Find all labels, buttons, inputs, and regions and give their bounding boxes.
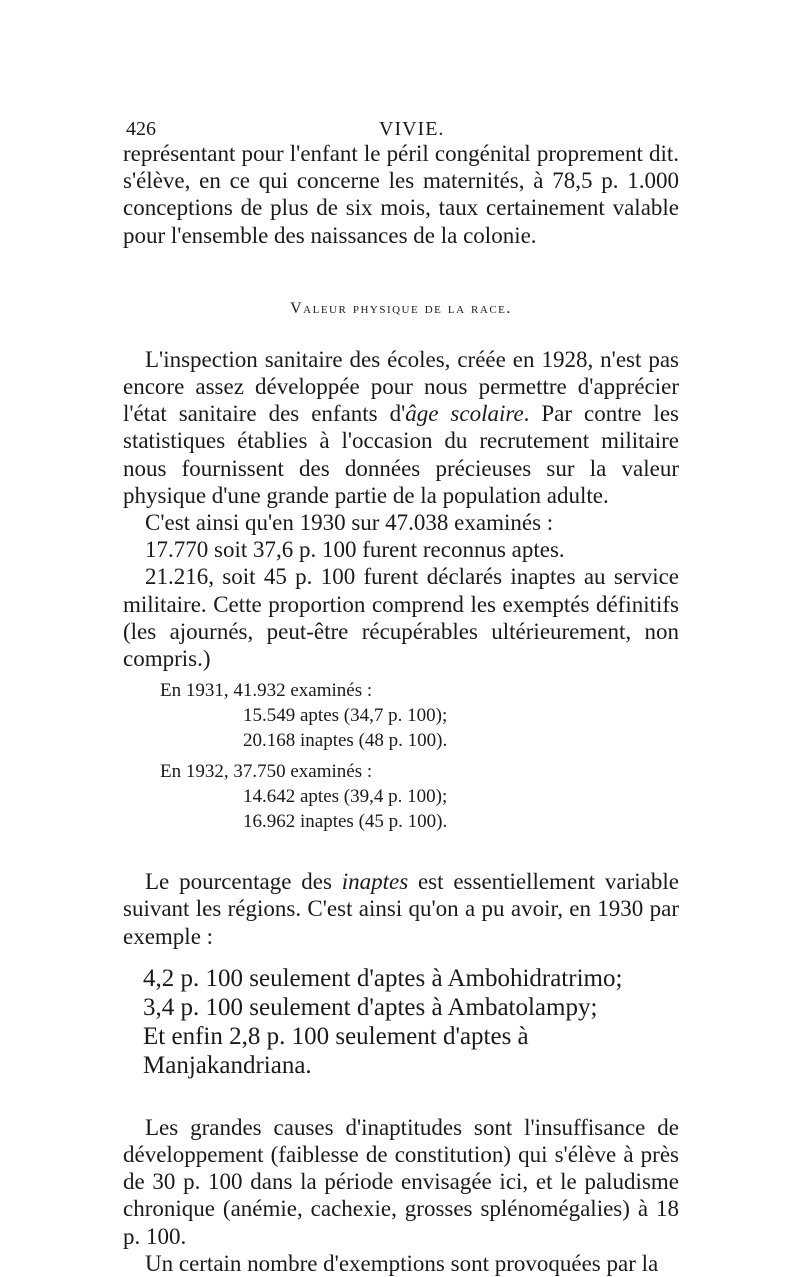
region-list-item: Et enfin 2,8 p. 100 seulement d'aptes à Manjakandriana. <box>143 1022 529 1079</box>
page-header <box>123 110 679 140</box>
paragraph-text: Le pourcentage des <box>145 869 342 895</box>
paragraph-last-line: Un certain nombre d'exemptions sont provoquées par la <box>145 1250 659 1276</box>
stats-line: 16.962 inaptes (45 p. 100). <box>243 811 448 833</box>
paragraph-causes: Les grandes causes d'inaptitudes sont l'insuffisance de développement (faiblesse de constitution) qui s'élève à près de 30 p. 100 dans la période envisagée ici, et le paludisme chronique (anémie, cachexie, grosses splénomégalies) à 18 p. 100. <box>123 1114 679 1249</box>
stats-year-line: En 1931, 41.932 examinés : <box>160 680 373 702</box>
region-list <box>123 964 679 1080</box>
paragraph-regions <box>123 868 679 950</box>
italic-term: âge scolaire <box>405 401 524 427</box>
region-list-item: 4,2 p. 100 seulement d'aptes à Ambohidratrimo; <box>143 964 623 992</box>
stats-1932 <box>123 759 679 834</box>
region-list-item: 3,4 p. 100 seulement d'aptes à Ambatolampy; <box>143 993 598 1021</box>
book-page <box>123 110 679 1277</box>
stats-1931 <box>123 678 679 753</box>
paragraph-school-inspection <box>123 346 679 509</box>
stats-line: 20.168 inaptes (48 p. 100). <box>243 730 448 752</box>
page-number: 426 <box>126 118 156 140</box>
paragraph-1930-intro: C'est ainsi qu'en 1930 sur 47.038 examinés : <box>145 510 554 536</box>
stats-line: 15.549 aptes (34,7 p. 100); <box>243 705 448 727</box>
paragraph-text: L'inspection sanitaire des écoles, créée en 1928, n'est pas encore assez développée pour nous permettre d'apprécier l'état sanitaire des enfants d' <box>123 346 679 427</box>
running-title: VIVIE. <box>379 118 445 140</box>
paragraph-text: est essentiellement variable suivant les régions. C'est ainsi qu'on a pu avoir, en 1930 par exemple : <box>123 869 679 949</box>
stats-line: 14.642 aptes (39,4 p. 100); <box>243 786 448 808</box>
section-title: Valeur physique de la race. <box>290 299 512 317</box>
paragraph-1930-aptes: 17.770 soit 37,6 p. 100 furent reconnus aptes. <box>145 537 565 563</box>
paragraph-text: . Par contre les statistiques établies à l'occasion du recrutement militaire nous fournissent des données précieuses sur la valeur physique d'une grande partie de la population adulte. <box>123 401 679 508</box>
stats-year-line: En 1932, 37.750 examinés : <box>160 761 373 783</box>
intro-paragraph: représentant pour l'enfant le péril congénital proprement dit. s'élève, en ce qui concerne les maternités, à 78,5 p. 1.000 conceptions de plus de six mois, taux certainement valable pour l'ensemble des naissances de la colonie. <box>123 141 679 248</box>
italic-term: inaptes <box>341 869 409 895</box>
paragraph-1930-inaptes: 21.216, soit 45 p. 100 furent déclarés inaptes au service militaire. Cette proportion comprend les exemptés définitifs (les ajournés, peut-être récupérables ultérieurement, non compris.) <box>123 564 679 672</box>
